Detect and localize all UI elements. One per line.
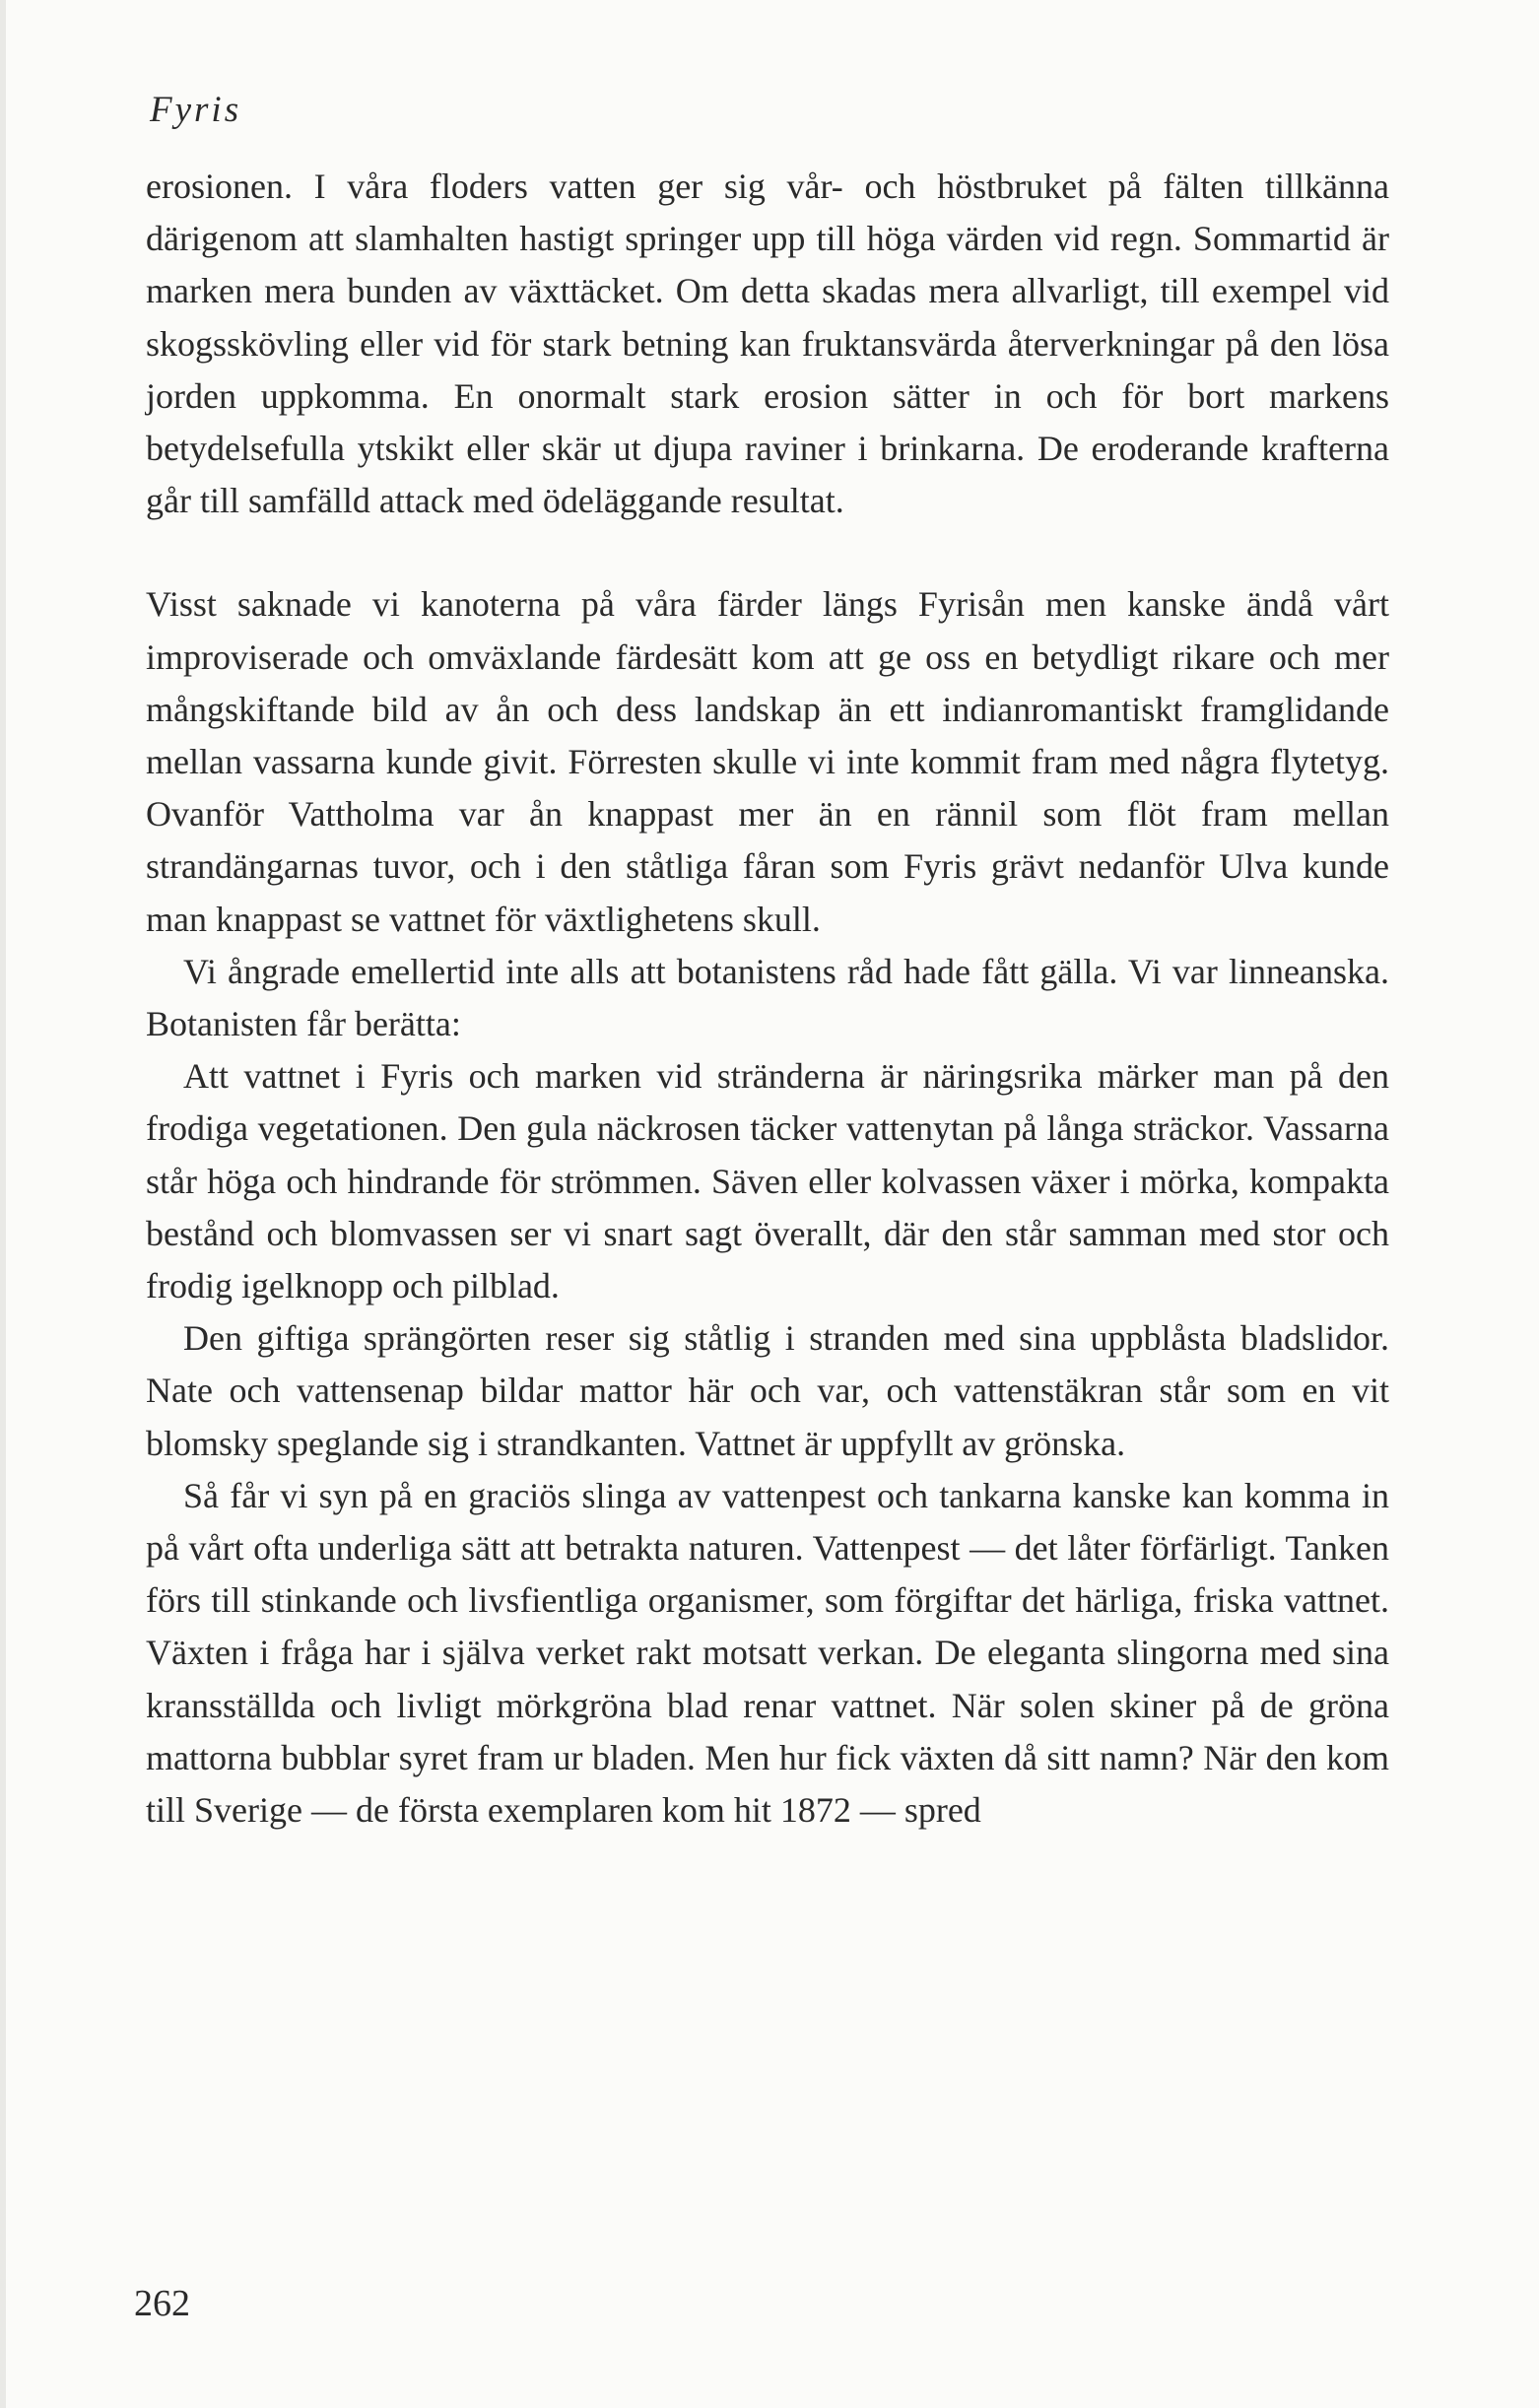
paragraph-botanisten: Vi ångrade emellertid inte alls att botanistens råd hade fått gälla. Vi var linneanska. Botanisten får berätta:	[146, 951, 1389, 1044]
paragraph-erosion: erosionen. I våra floders vatten ger sig vår- och höstbruket på fälten tillkänna därigenom att slamhalten hastigt springer upp till höga värden vid regn. Sommartid är marken mera bunden av växttäcket. Om detta skadas mera allvarligt, till exempel vid skogsskövling eller vid för stark betning kan fruktansvärda återverkningar på den lösa jorden uppkomma. En onormalt stark erosion sätter in och för bort markens betydelsefulla ytskikt eller skär ut djupa raviner i brinkarna. De eroderande krafterna går till samfälld attack med ödeläggande resultat.	[146, 167, 1389, 521]
paragraph-vattenpest: Så får vi syn på en graciös slinga av vattenpest och tankarna kanske kan komma in på vårt ofta underliga sätt att betrakta naturen. Vattenpest — det låter förfärligt. Tanken förs till stinkande och livsfientliga organismer, som förgiftar det härliga, friska vattnet. Växten i fråga har i själva verket rakt motsatt verkan. De eleganta slingorna med sina kransställda och livligt mörkgröna blad renar vattnet. När solen skiner på de gröna mattorna bubblar syret fram ur bladen. Men hur fick växten då sitt namn? När den kom till Sverige — de första exemplaren kom hit 1872 — spred	[146, 1475, 1389, 1831]
page-number: 262	[134, 2283, 190, 2324]
paragraph-kanoterna: Visst saknade vi kanoterna på våra färder längs Fyrisån men kanske ändå vårt improviserade och omväxlande färdesätt kom att ge oss en betydligt rikare och mer mångskiftande bild av ån och dess landskap än ett indianromantiskt framglidande mellan vassarna kunde givit. Förresten skulle vi inte kommit fram med några flytetyg. Ovanför Vattholma var ån knappast mer än en rännil som flöt fram mellan strandängarnas tuvor, och i den ståtliga fåran som Fyris grävt nedanför Ulva kunde man knappast se vattnet för växtlighetens skull.	[146, 584, 1389, 939]
section-break	[146, 527, 1389, 578]
body-text	[146, 161, 1389, 1837]
paragraph-vattnet: Att vattnet i Fyris och marken vid stränderna är näringsrika märker man på den frodiga vegetationen. Den gula näckrosen täcker vattenytan på långa sträckor. Vassarna står höga och hindrande för strömmen. Säven eller kolvassen växer i mörka, kompakta bestånd och blomvassen ser vi snart sagt överallt, där den står samman med stor och frodig igelknopp och pilblad.	[146, 1056, 1389, 1306]
paragraph-sprangorten: Den giftiga sprängörten reser sig ståtlig i stranden med sina uppblåsta bladslidor. Nate och vattensenap bildar mattor här och var, och vattenstäkran står som en vit blomsky speglande sig i strandkanten. Vattnet är uppfyllt av grönska.	[146, 1318, 1389, 1463]
page-edge	[0, 0, 6, 2408]
running-head: Fyris	[150, 90, 242, 130]
